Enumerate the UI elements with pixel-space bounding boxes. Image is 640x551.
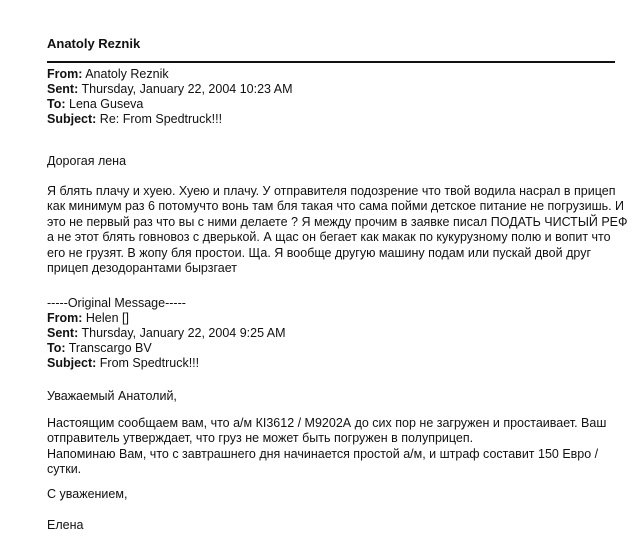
original-to-label: To: xyxy=(47,341,66,355)
sender-name: Anatoly Reznik xyxy=(47,36,141,51)
reply-sent-label: Sent: xyxy=(47,82,79,96)
reply-subject-label: Subject: xyxy=(47,112,97,126)
original-signature: Елена xyxy=(47,518,84,532)
original-subject-label: Subject: xyxy=(47,356,97,370)
original-to-value: Transcargo BV xyxy=(68,341,152,355)
original-subject-value: From Spedtruck!!! xyxy=(99,356,200,370)
original-to-row xyxy=(47,341,286,356)
original-sent-row xyxy=(47,326,286,341)
original-sent-label: Sent: xyxy=(47,326,79,340)
reply-subject-row xyxy=(47,112,293,127)
reply-sent-row xyxy=(47,82,293,97)
original-from-value: Helen [] xyxy=(85,311,129,325)
original-subject-row xyxy=(47,356,286,371)
header-divider xyxy=(47,61,615,63)
original-body: Настоящим сообщаем вам, что а/м КI3612 / М9202А до сих пор не загружен и простаивает. Ваш отправитель утверждает, что груз не может быть погружен в полуприцеп. Напоминаю Вам, что с завтрашнего дня начинается простой а/м, и штраф составит 150 Евро / сутки. xyxy=(47,416,607,477)
original-greeting: Уважаемый Анатолий, xyxy=(47,389,177,403)
reply-to-row xyxy=(47,97,293,112)
original-sent-value: Thursday, January 22, 2004 9:25 AM xyxy=(81,326,286,340)
reply-from-row xyxy=(47,67,293,82)
original-message-separator: -----Original Message----- xyxy=(47,296,186,310)
reply-greeting: Дорогая лена xyxy=(47,154,127,168)
reply-to-value: Lena Guseva xyxy=(69,97,144,111)
reply-header xyxy=(47,67,293,127)
original-from-row xyxy=(47,311,286,326)
reply-from-label: From: xyxy=(47,67,83,81)
original-header xyxy=(47,311,286,371)
reply-sent-value: Thursday, January 22, 2004 10:23 AM xyxy=(81,82,293,96)
original-regards: С уважением, xyxy=(47,487,128,501)
reply-to-label: To: xyxy=(47,97,66,111)
reply-from-value: Anatoly Reznik xyxy=(85,67,169,81)
reply-body: Я блять плачу и хуею. Хуею и плачу. У отправителя подозрение что твой водила насрал в прицеп как минимум раз 6 потомучто вонь там бля такая что сама пойми детское питание не погрузишь. И это не первый раз что вы с ними делаете ? Я между прочим в заявке писал ПОДАТЬ ЧИСТЫЙ РЕФ а не этот блять говновоз с дверькой. А щас он бегает как макак по кукурузному полю и вопит что его не грузят. В жопу бля простои. Ща. Я вообще другую машину подам или пускай двой друг прицеп дезодорантами бырзгает xyxy=(47,184,628,276)
reply-subject-value: Re: From Spedtruck!!! xyxy=(99,112,223,126)
original-from-label: From: xyxy=(47,311,83,325)
